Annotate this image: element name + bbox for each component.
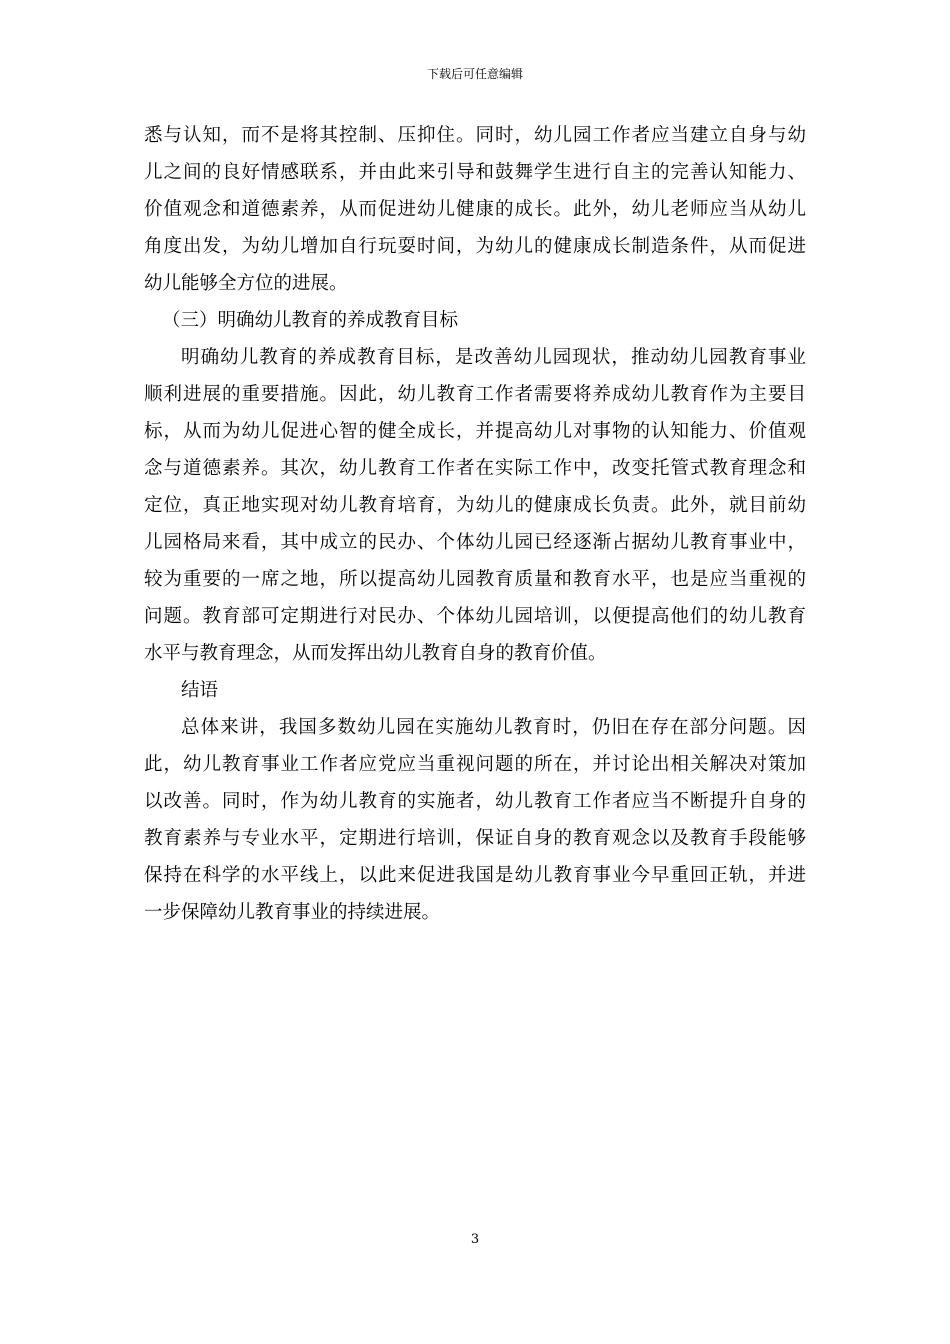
document-body xyxy=(144,117,806,931)
text-line: 顺利进展的重要措施。因此，幼儿教育工作者需要将养成幼儿教育作为主要目 xyxy=(144,384,806,405)
text-line: 悉与认知，而不是将其控制、压抑住。同时，幼儿园工作者应当建立自身与幼 xyxy=(144,125,806,146)
text-line: 教育素养与专业水平，定期进行培训，保证自身的教育观念以及教育手段能够 xyxy=(144,828,806,849)
text-line: 较为重要的一席之地，所以提高幼儿园教育质量和教育水平，也是应当重视的 xyxy=(144,569,806,590)
page-number: 3 xyxy=(470,1232,480,1247)
text-line: 儿之间的良好情感联系，并由此来引导和鼓舞学生进行自主的完善认知能力、 xyxy=(144,162,806,183)
text-line: 水平与教育理念，从而发挥出幼儿教育自身的教育价值。 xyxy=(144,643,607,664)
text-line: 问题。教育部可定期进行对民办、个体幼儿园培训，以便提高他们的幼儿教育 xyxy=(144,606,806,627)
paragraph-conclusion xyxy=(144,709,806,931)
paragraph-continuation xyxy=(144,117,806,302)
text-line: 角度出发，为幼儿增加自行玩耍时间，为幼儿的健康成长制造条件，从而促进 xyxy=(144,236,806,257)
text-line: 儿园格局来看，其中成立的民办、个体幼儿园已经逐渐占据幼儿教育事业中， xyxy=(144,532,806,553)
text-line: 以改善。同时，作为幼儿教育的实施者，幼儿教育工作者应当不断提升自身的 xyxy=(144,791,806,812)
conclusion-heading: 结语 xyxy=(181,680,219,701)
text-line: 定位，真正地实现对幼儿教育培育，为幼儿的健康成长负责。此外，就目前幼 xyxy=(144,495,806,516)
text-line: 明确幼儿教育的养成教育目标，是改善幼儿园现状，推动幼儿园教育事业 xyxy=(181,347,806,368)
paragraph-goals xyxy=(144,339,806,672)
text-line: 此，幼儿教育事业工作者应党应当重视问题的所在，并讨论出相关解决对策加 xyxy=(144,754,806,775)
page-header: 下载后可任意编辑 xyxy=(426,67,523,81)
text-line: 一步保障幼儿教育事业的持续进展。 xyxy=(144,902,441,923)
text-line: 价值观念和道德素养，从而促进幼儿健康的成长。此外，幼儿老师应当从幼儿 xyxy=(144,199,806,220)
text-line: 总体来讲，我国多数幼儿园在实施幼儿教育时，仍旧在存在部分问题。因 xyxy=(181,717,806,738)
text-line: 标，从而为幼儿促进心智的健全成长，并提高幼儿对事物的认知能力、价值观 xyxy=(144,421,806,442)
text-line: 念与道德素养。其次，幼儿教育工作者在实际工作中，改变托管式教育理念和 xyxy=(144,458,806,479)
text-line: 幼儿能够全方位的进展。 xyxy=(144,273,348,294)
text-line: 保持在科学的水平线上，以此来促进我国是幼儿教育事业今早重回正轨，并进 xyxy=(144,865,806,886)
section-heading: （三）明确幼儿教育的养成教育目标 xyxy=(162,310,459,331)
